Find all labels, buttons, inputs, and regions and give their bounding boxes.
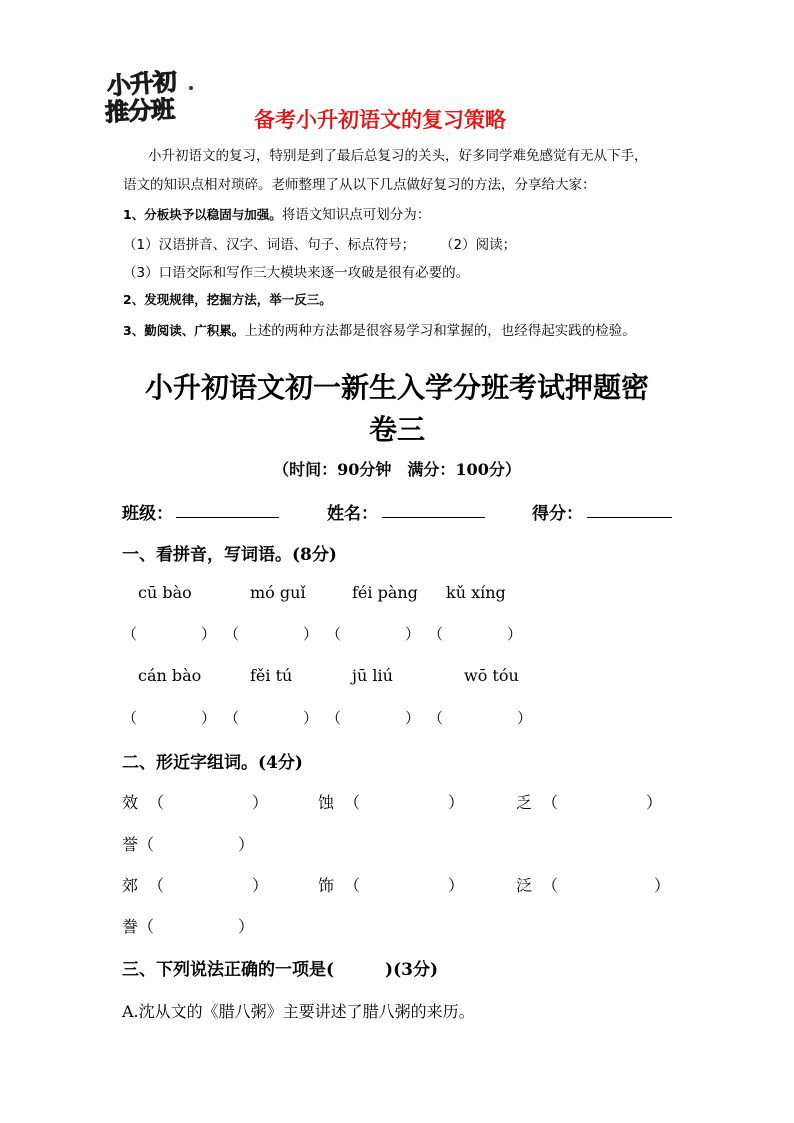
char-row1-2: 蚀 （ ）: [318, 793, 465, 812]
char-row3-1: 郊 （ ）: [122, 876, 269, 895]
intro-paragraph-2: 语文的知识点相对琐碎。老师整理了从以下几点做好复习的方法，分享给大家：: [123, 177, 596, 193]
tip-3-heading: 3、勤阅读、广积累。: [123, 323, 245, 338]
pinyin-3: féi pàng: [352, 583, 418, 602]
tip-3: [123, 319, 636, 339]
section-1-title: 一、看拼音，写词语。(8分): [122, 545, 337, 565]
pinyin-4: kǔ xíng: [446, 583, 506, 602]
exam-title-line1: 小升初语文初一新生入学分班考试押题密: [144, 371, 649, 404]
logo-line1: 小升初: [106, 67, 177, 101]
score-label: 得分：: [532, 504, 583, 524]
section-3-title: 三、下列说法正确的一项是( )(3分): [122, 960, 439, 980]
exam-title-line2: 卷三: [368, 413, 425, 446]
tip-1-heading: 1、分板块予以稳固与加强。: [123, 207, 282, 222]
char-row3-3: 泛 （ ）: [516, 876, 671, 895]
section-2-title: 二、形近字组词。(4分): [122, 753, 303, 773]
pinyin-7: jū liú: [352, 666, 393, 685]
answer-blank-8[interactable]: （ ）: [428, 709, 533, 727]
char-row2: 誉（ ）: [122, 835, 255, 854]
article-title: 备考小升初语文的复习策略: [254, 108, 506, 132]
char-row4: 誊（ ）: [122, 917, 255, 936]
logo-dot: [189, 86, 193, 90]
answer-blank-2[interactable]: （ ）: [224, 625, 319, 643]
pinyin-6: fěi tú: [250, 666, 293, 685]
pinyin-5: cán bào: [138, 666, 202, 685]
char-row3-2: 饰 （ ）: [318, 876, 465, 895]
answer-blank-5[interactable]: （ ）: [122, 709, 217, 727]
tip-1-item-a: （1）汉语拼音、汉字、词语、句子、标点符号；: [123, 237, 416, 253]
tip-1-text: 将语文知识点可划分为：: [281, 207, 431, 223]
tip-1-item-c: （3）口语交际和写作三大模块来逐一攻破是很有必要的。: [123, 265, 470, 281]
tip-1-item-b: （2）阅读；: [440, 237, 517, 253]
answer-blank-4[interactable]: （ ）: [428, 625, 523, 643]
name-blank[interactable]: [382, 517, 485, 518]
answer-blank-6[interactable]: （ ）: [224, 709, 319, 727]
tip-3-text: 上述的两种方法都是很容易学习和掌握的，也经得起实践的检验。: [244, 323, 636, 339]
class-blank[interactable]: [176, 517, 279, 518]
tip-2: 2、发现规律，挖掘方法，举一反三。: [123, 292, 332, 307]
char-row1-1: 效 （ ）: [122, 793, 269, 812]
logo: [103, 68, 211, 130]
name-label: 姓名：: [327, 504, 378, 524]
pinyin-1: cū bào: [138, 583, 192, 602]
class-label: 班级：: [122, 504, 173, 524]
pinyin-2: mó guǐ: [250, 583, 306, 602]
intro-paragraph-1: 小升初语文的复习，特别是到了最后总复习的关头，好多同学难免感觉有无从下手，: [148, 148, 648, 164]
tip-1: [123, 203, 430, 223]
char-row1-3: 乏 （ ）: [516, 793, 663, 812]
pinyin-8: wō tóu: [464, 666, 519, 685]
exam-meta: （时间：90分钟 满分：100分）: [273, 460, 521, 479]
score-blank[interactable]: [587, 517, 672, 518]
option-a: A.沈从文的《腊八粥》主要讲述了腊八粥的来历。: [122, 1002, 475, 1021]
answer-blank-1[interactable]: （ ）: [122, 625, 217, 643]
answer-blank-7[interactable]: （ ）: [326, 709, 421, 727]
logo-line2: 推分班: [104, 95, 175, 127]
answer-blank-3[interactable]: （ ）: [326, 625, 421, 643]
